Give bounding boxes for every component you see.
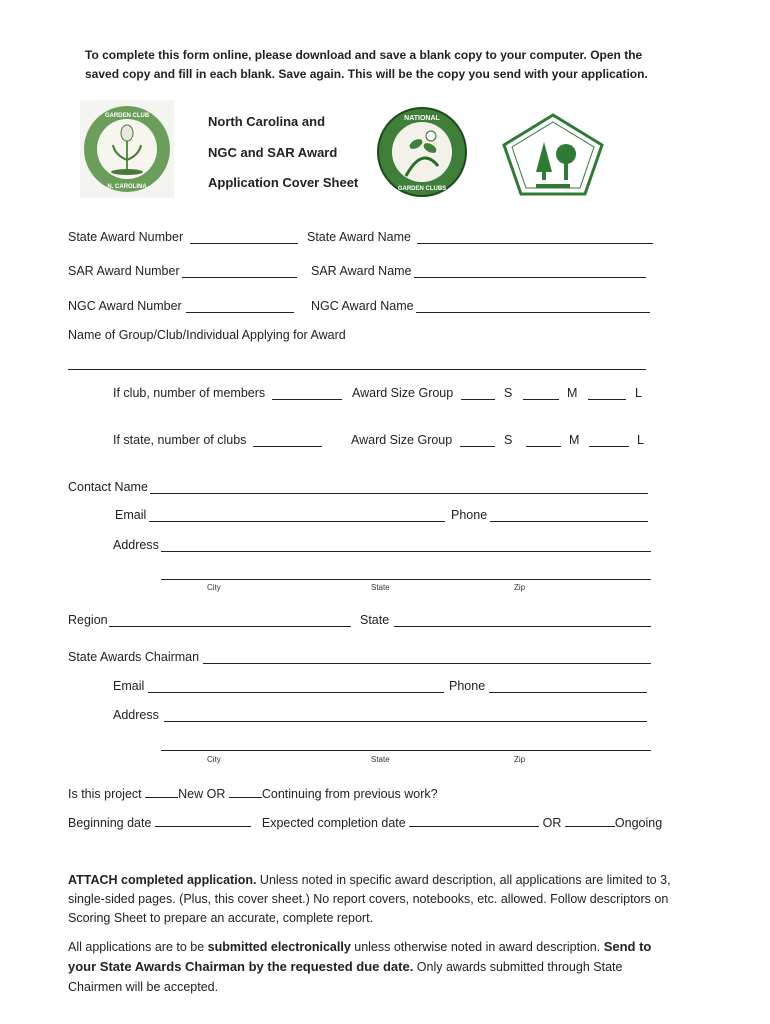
- group-name-label: Name of Group/Club/Individual Applying for Award: [68, 328, 346, 342]
- svg-text:N. CAROLINA: N. CAROLINA: [107, 184, 147, 190]
- svg-text:NATIONAL: NATIONAL: [404, 115, 440, 122]
- header-title-1: North Carolina and: [208, 114, 326, 129]
- svg-text:GARDEN CLUB: GARDEN CLUB: [104, 113, 150, 119]
- attach-rest: Unless noted in specific award description, all applications are limited to 3, single-sided pages. (Plus, this cover sheet.) No report covers, notebooks, etc. allowed. Follow descriptors on Scoring Sheet to prepare an accurate, complete report.: [68, 873, 671, 925]
- region-label: Region: [68, 613, 108, 627]
- contact-name-field[interactable]: [150, 493, 648, 494]
- project-question-text: Is this project: [68, 787, 142, 801]
- state-awards-chairman-field[interactable]: [203, 663, 651, 664]
- club-size-m-label: M: [567, 386, 578, 400]
- intro-line-1: To complete this form online, please download and save a blank copy to your computer. Open the: [85, 48, 643, 62]
- project-new-field[interactable]: [145, 785, 178, 798]
- chairman-phone-label: Phone: [449, 679, 486, 693]
- state-clubs-field[interactable]: [253, 446, 322, 447]
- chairman-address-line-2[interactable]: [161, 750, 651, 751]
- project-continuing-label: Continuing from previous work?: [261, 787, 438, 801]
- contact-city-label: City: [207, 583, 221, 592]
- state-label: State: [360, 613, 390, 627]
- contact-email-label: Email: [115, 508, 147, 522]
- club-size-l-field[interactable]: [588, 399, 626, 400]
- state-awards-chairman-label: State Awards Chairman: [68, 650, 200, 664]
- beginning-date-field[interactable]: [155, 814, 251, 827]
- svg-text:GARDEN CLUBS: GARDEN CLUBS: [397, 186, 447, 192]
- sar-award-name-label: SAR Award Name: [311, 264, 412, 278]
- award-size-group-label-2: Award Size Group: [351, 433, 453, 447]
- ngc-award-name-field[interactable]: [416, 312, 650, 313]
- chairman-email-label: Email: [113, 679, 145, 693]
- beginning-date-label: Beginning date: [68, 816, 152, 830]
- contact-phone-field[interactable]: [490, 521, 648, 522]
- send-to-chairman: Send to your State Awards Chairman by the requested due date.: [68, 939, 652, 974]
- contact-phone-label: Phone: [451, 508, 488, 522]
- header-title-3: Application Cover Sheet: [208, 175, 359, 190]
- club-size-s-label: S: [504, 386, 513, 400]
- club-members-label: If club, number of members: [113, 386, 266, 400]
- chairman-email-field[interactable]: [148, 692, 444, 693]
- state-field[interactable]: [394, 626, 651, 627]
- ngc-award-name-label: NGC Award Name: [311, 299, 414, 313]
- group-name-field[interactable]: [68, 369, 646, 370]
- gcnc-logo: [80, 100, 174, 198]
- ongoing-label: Ongoing: [614, 816, 663, 830]
- ngc-award-number-field[interactable]: [186, 312, 294, 313]
- or-label: OR: [542, 816, 562, 830]
- chairman-phone-field[interactable]: [489, 692, 647, 693]
- project-question: [68, 785, 438, 801]
- submission-instructions: [68, 937, 673, 997]
- state-size-m-field[interactable]: [526, 446, 561, 447]
- award-size-group-label-1: Award Size Group: [352, 386, 454, 400]
- state-clubs-label: If state, number of clubs: [113, 433, 247, 447]
- chairman-zip-label: Zip: [514, 755, 526, 764]
- sar-logo: [500, 112, 606, 198]
- contact-state-small-label: State: [371, 583, 390, 592]
- header-title-2: NGC and SAR Award: [208, 145, 338, 160]
- contact-address-field[interactable]: [161, 551, 651, 552]
- contact-email-field[interactable]: [149, 521, 445, 522]
- sar-award-name-field[interactable]: [414, 277, 646, 278]
- contact-name-label: Contact Name: [68, 480, 148, 494]
- club-members-field[interactable]: [272, 399, 342, 400]
- state-size-l-field[interactable]: [589, 446, 629, 447]
- state-size-s-label: S: [504, 433, 513, 447]
- ngc-logo: [376, 106, 468, 198]
- project-new-label: New OR: [178, 787, 226, 801]
- contact-zip-label: Zip: [514, 583, 526, 592]
- region-field[interactable]: [109, 626, 351, 627]
- sar-award-number-field[interactable]: [182, 277, 297, 278]
- chairman-address-label: Address: [113, 708, 159, 722]
- project-continuing-field[interactable]: [229, 785, 262, 798]
- state-award-name-label: State Award Name: [307, 230, 411, 244]
- attach-instructions: [68, 871, 673, 928]
- club-size-m-field[interactable]: [523, 399, 559, 400]
- attach-bold: ATTACH completed application.: [68, 873, 257, 887]
- state-size-l-label: L: [637, 433, 644, 447]
- state-size-s-field[interactable]: [460, 446, 495, 447]
- all-apps-text: All applications are to be: [68, 940, 208, 954]
- unless-text: unless otherwise noted in award description.: [350, 940, 604, 954]
- submitted-electronically: submitted electronically: [207, 940, 351, 954]
- state-award-name-field[interactable]: [417, 243, 653, 244]
- expected-completion-field[interactable]: [409, 814, 539, 827]
- ngc-award-number-label: NGC Award Number: [68, 299, 182, 313]
- chairman-state-small-label: State: [371, 755, 390, 764]
- state-size-m-label: M: [569, 433, 580, 447]
- club-size-l-label: L: [635, 386, 642, 400]
- sar-award-number-label: SAR Award Number: [68, 264, 180, 278]
- dates-row: [68, 814, 662, 830]
- club-size-s-field[interactable]: [461, 399, 495, 400]
- state-award-number-field[interactable]: [190, 243, 298, 244]
- chairman-city-label: City: [207, 755, 221, 764]
- only-text: Only awards submitted through State Chairmen will be accepted.: [68, 960, 623, 994]
- intro-line-2: saved copy and fill in each blank. Save again. This will be the copy you send with your application.: [85, 67, 648, 81]
- ongoing-field[interactable]: [565, 814, 615, 827]
- contact-address-line-2[interactable]: [161, 579, 651, 580]
- chairman-address-field[interactable]: [164, 721, 647, 722]
- contact-address-label: Address: [113, 538, 159, 552]
- expected-completion-label: Expected completion date: [261, 816, 406, 830]
- state-award-number-label: State Award Number: [68, 230, 184, 244]
